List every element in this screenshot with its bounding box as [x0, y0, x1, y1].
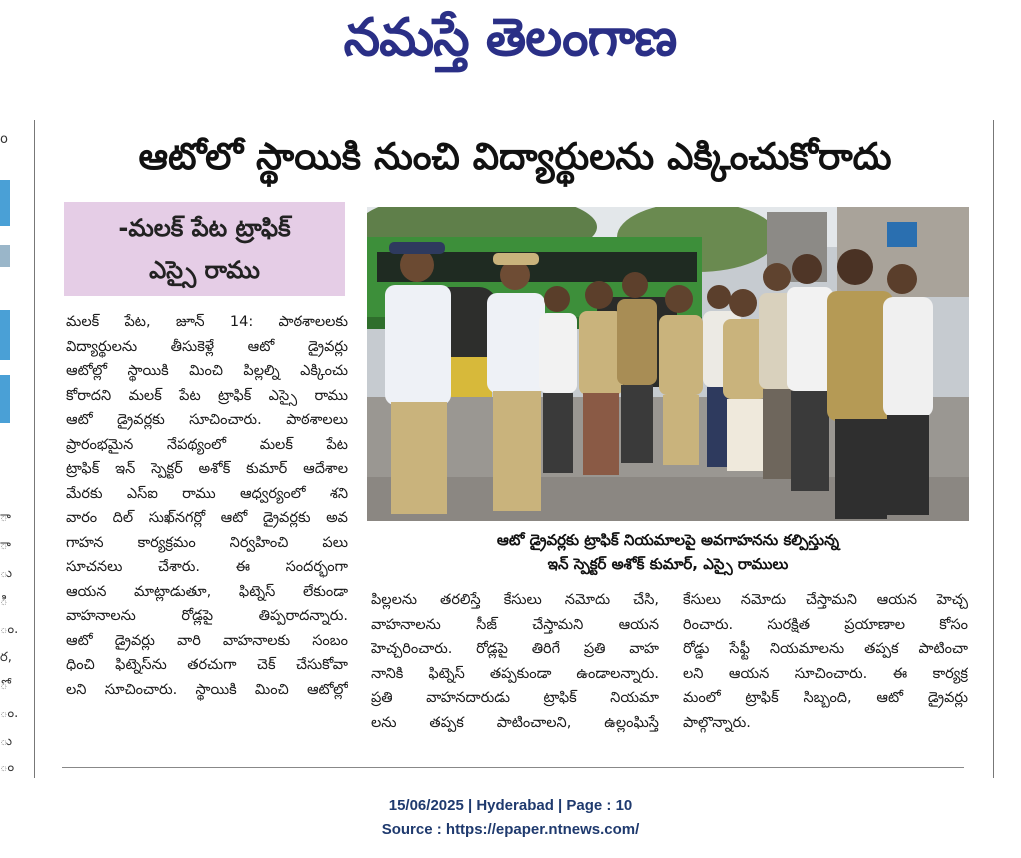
edge-text: ం [0, 760, 15, 775]
article-headline: ఆటోలో స్థాయికి నుంచి విద్యార్థులను ఎక్కించుకోరాదు [138, 135, 892, 178]
body-line: ఆయన మాట్లాడుతూ, ఫిట్నెస్ లేకుండా [66, 583, 348, 600]
photo-caption [367, 528, 969, 580]
edge-image-fragment [0, 245, 10, 267]
column-rule-right [993, 120, 994, 778]
body-line: హెచ్చరించారు. రోడ్లపై తిరిగే ప్రతి వాహ [371, 641, 659, 657]
article-bottom-rule [62, 767, 964, 768]
body-line: కేసులు నమోదు చేస్తామని ఆయన హెచ్చ [683, 592, 968, 608]
body-line: వాహనాలను రోడ్లపై తిప్పరాదన్నారు. [66, 608, 348, 624]
edge-text: ి [0, 594, 8, 609]
body-line: పాల్గొన్నారు. [683, 714, 751, 731]
body-line: ఆటో డ్రైవర్లకు సూచించారు. పాఠశాలలు [66, 412, 348, 428]
body-line: ధించి ఫిట్నెస్‌ను తరచుగా చెక్ చేసుకోవా [66, 657, 348, 673]
edge-text: ం. [0, 622, 19, 637]
edge-text: ో [0, 678, 8, 693]
column-rule-left [34, 120, 35, 778]
caption-line: ఇన్ స్పెక్టర్ అశోక్ కుమార్, ఎస్సై రాములు [547, 555, 789, 573]
edge-image-fragment [0, 180, 10, 226]
byline-line: -మలక్ పేట ట్రాఫిక్ [118, 214, 291, 242]
edge-image-fragment [0, 310, 10, 360]
caption-line: ఆటో డ్రైవర్లకు ట్రాఫిక్ నియమాలపై అవగాహనను కల్పిస్తున్న [496, 531, 840, 549]
body-line: నానికి ఫిట్నెస్ తప్పకుండా ఉండాలన్నారు. [371, 665, 659, 682]
body-line: మంలో ట్రాఫిక్ సిబ్బంది, ఆటో డ్రైవర్లు [683, 690, 968, 706]
body-line: ట్రాఫిక్ ఇన్ స్పెక్టర్ అశోక్ కుమార్ ఆదేశాల [66, 461, 348, 477]
body-line: కోరాదని మలక్ పేట ట్రాఫిక్ ఎస్సై రాము [66, 387, 348, 404]
body-line: పిల్లలను తరలిస్తే కేసులు నమోదు చేసి, [371, 592, 659, 608]
body-line: మలక్ పేట, జూన్ 14: పాఠశాలలకు [66, 314, 348, 330]
byline-box [64, 202, 345, 296]
body-line: ఆటోల్లో స్థాయికి మించి పిల్లల్ని ఎక్కించు [66, 363, 348, 379]
body-line: రోడ్డు సేఫ్టీ నియమాలను తప్పక పాటించా [683, 641, 968, 657]
body-line: ప్రతి వాహనదారుడు ట్రాఫిక్ నియమా [371, 690, 659, 706]
footer-source[interactable]: Source : https://epaper.ntnews.com/ [381, 821, 640, 838]
edge-text: ు [0, 734, 13, 749]
body-line: సూచనలు చేశారు. ఈ సందర్భంగా [66, 559, 348, 575]
adjacent-article-edge [0, 120, 19, 780]
body-line: లను తప్పక పాటించాలని, ఉల్లంఘిస్తే [371, 714, 659, 731]
masthead-title: నమస్తే తెలంగాణ [343, 8, 677, 68]
body-line: లని ఆయన సూచించారు. ఈ కార్యక్ర [683, 665, 968, 682]
footer-dateline: 15/06/2025 | Hyderabad | Page : 10 [388, 797, 633, 814]
edge-text: o [0, 132, 8, 147]
edge-text: ా [0, 510, 11, 525]
article-column-1 [66, 310, 348, 702]
body-line: రించారు. సురక్షిత ప్రయాణాల కోసం [683, 616, 968, 633]
article-column-2 [371, 588, 659, 735]
article-photo [367, 207, 969, 521]
body-line: లని సూచించారు. స్థాయికి మించి ఆటోల్లో [66, 681, 348, 698]
edge-text: ు [0, 566, 13, 581]
body-line: వారం దిల్ సుఖ్‌నగర్లో ఆటో డ్రైవర్లకు అవ [66, 510, 348, 526]
body-line: వాహనాలను సీజ్ చేస్తామని ఆయన [371, 616, 659, 633]
page-footer [0, 794, 1021, 842]
body-line: గాహన కార్యక్రమం నిర్వహించి పలు [66, 534, 348, 551]
byline-line: ఎస్సై రాము [149, 256, 260, 284]
body-line: ఆటో డ్రైవర్లు వారి వాహనాలకు సంబం [66, 632, 348, 649]
edge-text: ం. [0, 706, 19, 721]
edge-image-fragment [0, 375, 10, 423]
body-line: ప్రారంభమైన నేపథ్యంలో మలక్ పేట [66, 436, 348, 453]
edge-text: ా [0, 538, 11, 553]
body-line: విద్యార్థులను తీసుకెళ్లే ఆటో డ్రైవర్లు [66, 338, 348, 355]
body-line: మేరకు ఎస్ఐ రాము ఆధ్వర్యంలో శని [66, 485, 348, 502]
article-column-3 [683, 588, 968, 735]
edge-text: ర, [0, 650, 12, 665]
